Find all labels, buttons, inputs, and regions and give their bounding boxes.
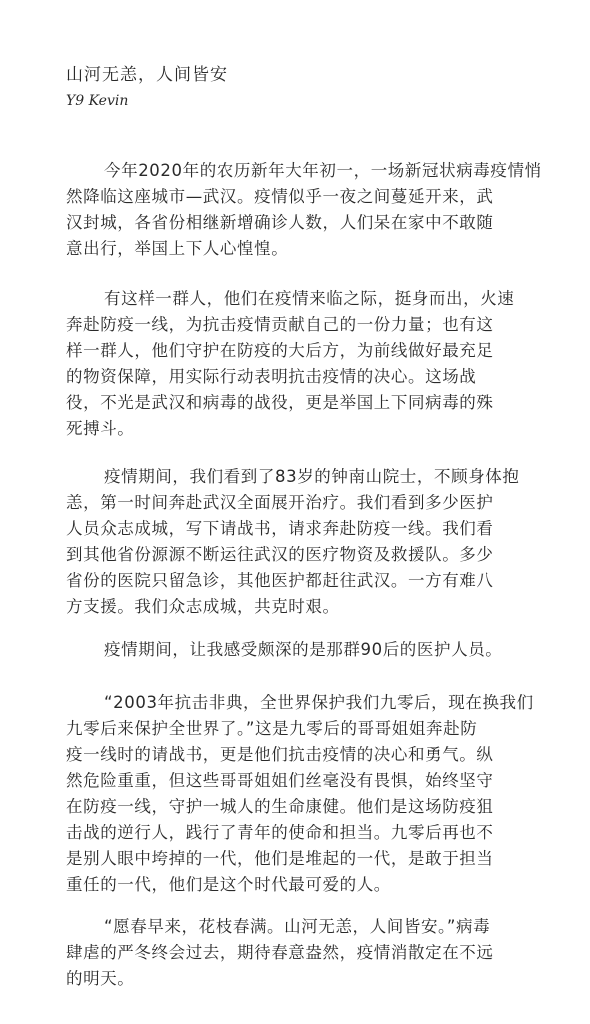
- text-line: “愿春早来，花枝春满。山河无恙，人间皆安。”病毒: [104, 917, 491, 936]
- text-line: 省份的医院只留急诊，其他医护都赶往武汉。一方有难八: [66, 571, 494, 590]
- text-line: 意出行，举国上下人心惶惶。: [66, 239, 289, 258]
- paragraph-3: [66, 464, 554, 620]
- text-line: 疫情期间，让我感受颇深的是那群90后的医护人员。: [104, 640, 503, 659]
- text-line: “2003年抗击非典，全世界保护我们九零后，现在换我们: [104, 693, 534, 712]
- text-line: 是别人眼中垮掉的一代，他们是堆起的一代，是敢于担当: [66, 849, 494, 868]
- text-line: 恙，第一时间奔赴武汉全面展开治疗。我们看到多少医护: [66, 493, 494, 512]
- text-line: 九零后来保护全世界了。”这是九零后的哥哥姐姐奔赴防: [66, 719, 478, 738]
- text-line: 重任的一代，他们是这个时代最可爱的人。: [66, 875, 391, 894]
- text-line: 疫一线时的请战书，更是他们抗击疫情的决心和勇气。纵: [66, 745, 494, 764]
- paragraph-6: [66, 914, 554, 992]
- paragraph-1: [66, 158, 554, 262]
- text-line: 在防疫一线，守护一城人的生命康健。他们是这场防疫狙: [66, 797, 494, 816]
- text-line: 役，不光是武汉和病毒的战役，更是举国上下同病毒的殊: [66, 393, 494, 412]
- text-line: 汉封城，各省份相继新增确诊人数，人们呆在家中不敢随: [66, 213, 494, 232]
- paragraph-4: [104, 637, 554, 663]
- text-line: 死搏斗。: [66, 419, 135, 438]
- paragraph-5: [66, 690, 554, 898]
- text-line: 然危险重重，但这些哥哥姐姐们丝毫没有畏惧，始终坚守: [66, 771, 494, 790]
- text-line: 方支援。我们众志成城，共克时艰。: [66, 597, 340, 616]
- text-line: 肆虐的严冬终会过去，期待春意盎然，疫情消散定在不远: [66, 943, 494, 962]
- document-author: Y9 Kevin: [66, 93, 129, 109]
- text-line: 的物资保障，用实际行动表明抗击疫情的决心。这场战: [66, 367, 477, 386]
- text-line: 疫情期间，我们看到了83岁的钟南山院士，不顾身体抱: [104, 467, 520, 486]
- document-title: 山河无恙，人间皆安: [66, 65, 228, 85]
- text-line: 有这样一群人，他们在疫情来临之际，挺身而出，火速: [104, 289, 515, 308]
- paragraph-2: [66, 286, 554, 442]
- text-line: 击战的逆行人，践行了青年的使命和担当。九零后再也不: [66, 823, 494, 842]
- text-line: 的明天。: [66, 969, 135, 988]
- text-line: 样一群人，他们守护在防疫的大后方，为前线做好最充足: [66, 341, 494, 360]
- text-line: 人员众志成城，写下请战书，请求奔赴防疫一线。我们看: [66, 519, 494, 538]
- text-line: 到其他省份源源不断运往武汉的医疗物资及救援队。多少: [66, 545, 494, 564]
- text-line: 然降临这座城市—武汉。疫情似乎一夜之间蔓延开来，武: [66, 187, 494, 206]
- text-line: 今年2020年的农历新年大年初一，一场新冠状病毒疫情悄: [104, 161, 542, 180]
- text-line: 奔赴防疫一线，为抗击疫情贡献自己的一份力量；也有这: [66, 315, 494, 334]
